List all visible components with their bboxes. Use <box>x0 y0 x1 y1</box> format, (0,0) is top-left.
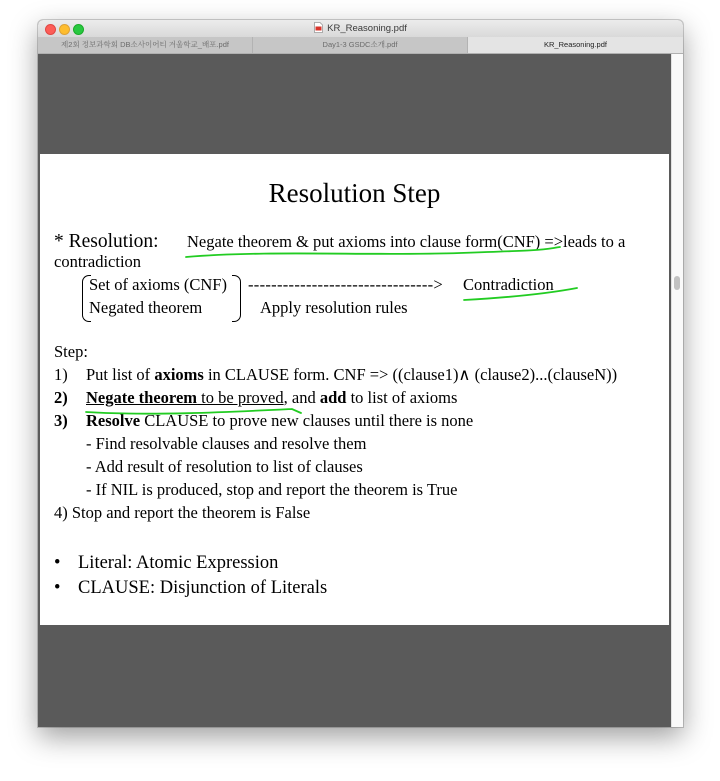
resolution-definition: Negate theorem & put axioms into clause form(CNF) =>leads to a <box>187 232 626 251</box>
step-1-post: in CLAUSE form. CNF => ((clause1)∧ (clause2)...(clauseN)) <box>203 365 618 384</box>
title-bar <box>38 20 683 38</box>
step-3 <box>86 411 473 431</box>
step-2-and: , and <box>283 388 320 407</box>
window-title-text: KR_Reasoning.pdf <box>327 23 407 34</box>
tab-kr-reasoning[interactable]: KR_Reasoning.pdf <box>468 37 683 53</box>
step-3-post: CLAUSE to prove new clauses until there is none <box>140 411 474 430</box>
resolution-heading: * Resolution: <box>54 231 159 252</box>
vertical-scrollbar[interactable] <box>671 54 683 727</box>
bullet-clause: CLAUSE: Disjunction of Literals <box>78 578 328 598</box>
step-1-pre: Put list of <box>86 365 155 384</box>
set-of-axioms: Set of axioms (CNF) <box>89 275 227 294</box>
step-2-number: 2) <box>54 388 68 407</box>
bullet-dot-1: • <box>54 553 61 573</box>
step-3-sub-1: - Find resolvable clauses and resolve them <box>86 434 367 453</box>
tab-bar <box>38 37 683 54</box>
contradiction-label: Contradiction <box>463 275 554 294</box>
scrollbar-thumb[interactable] <box>674 276 680 290</box>
arrow-to-contradiction: --------------------------------> <box>248 275 444 294</box>
step-2-add: add <box>319 388 347 407</box>
step-1-number: 1) <box>54 365 68 384</box>
step-1 <box>86 365 617 385</box>
step-3-sub-2: - Add result of resolution to list of clauses <box>86 457 363 476</box>
tab-gsdc-intro[interactable]: Day1-3 GSDC소개.pdf <box>253 37 468 53</box>
step-label: Step: <box>54 342 88 361</box>
tab-db-society-winter-school[interactable]: 제2회 정보과학회 DB소사이어티 겨울학교_배포.pdf <box>38 37 253 53</box>
negated-theorem: Negated theorem <box>89 298 203 317</box>
slide-title: Resolution Step <box>268 178 441 208</box>
step-2-post: to list of axioms <box>346 388 458 407</box>
step-1-bold: axioms <box>154 365 204 384</box>
apply-resolution-rules: Apply resolution rules <box>260 298 408 317</box>
bullet-literal: Literal: Atomic Expression <box>78 553 279 573</box>
step-4: 4) Stop and report the theorem is False <box>54 503 311 522</box>
pdf-viewer-window <box>38 20 683 727</box>
pdf-page <box>40 154 669 625</box>
brace-right <box>232 275 241 322</box>
step-2 <box>86 388 457 408</box>
step-3-number: 3) <box>54 411 68 430</box>
step-3-bold: Resolve <box>86 411 141 430</box>
resolution-definition-cont: contradiction <box>54 252 142 271</box>
step-3-sub-3: - If NIL is produced, stop and report the theorem is True <box>86 480 458 499</box>
step-2-to-be-proved: to be proved <box>197 388 284 407</box>
pdf-file-icon <box>314 22 323 33</box>
window-title <box>38 22 683 35</box>
step-2-negate: Negate theorem <box>86 388 198 407</box>
bullet-dot-2: • <box>54 578 61 598</box>
